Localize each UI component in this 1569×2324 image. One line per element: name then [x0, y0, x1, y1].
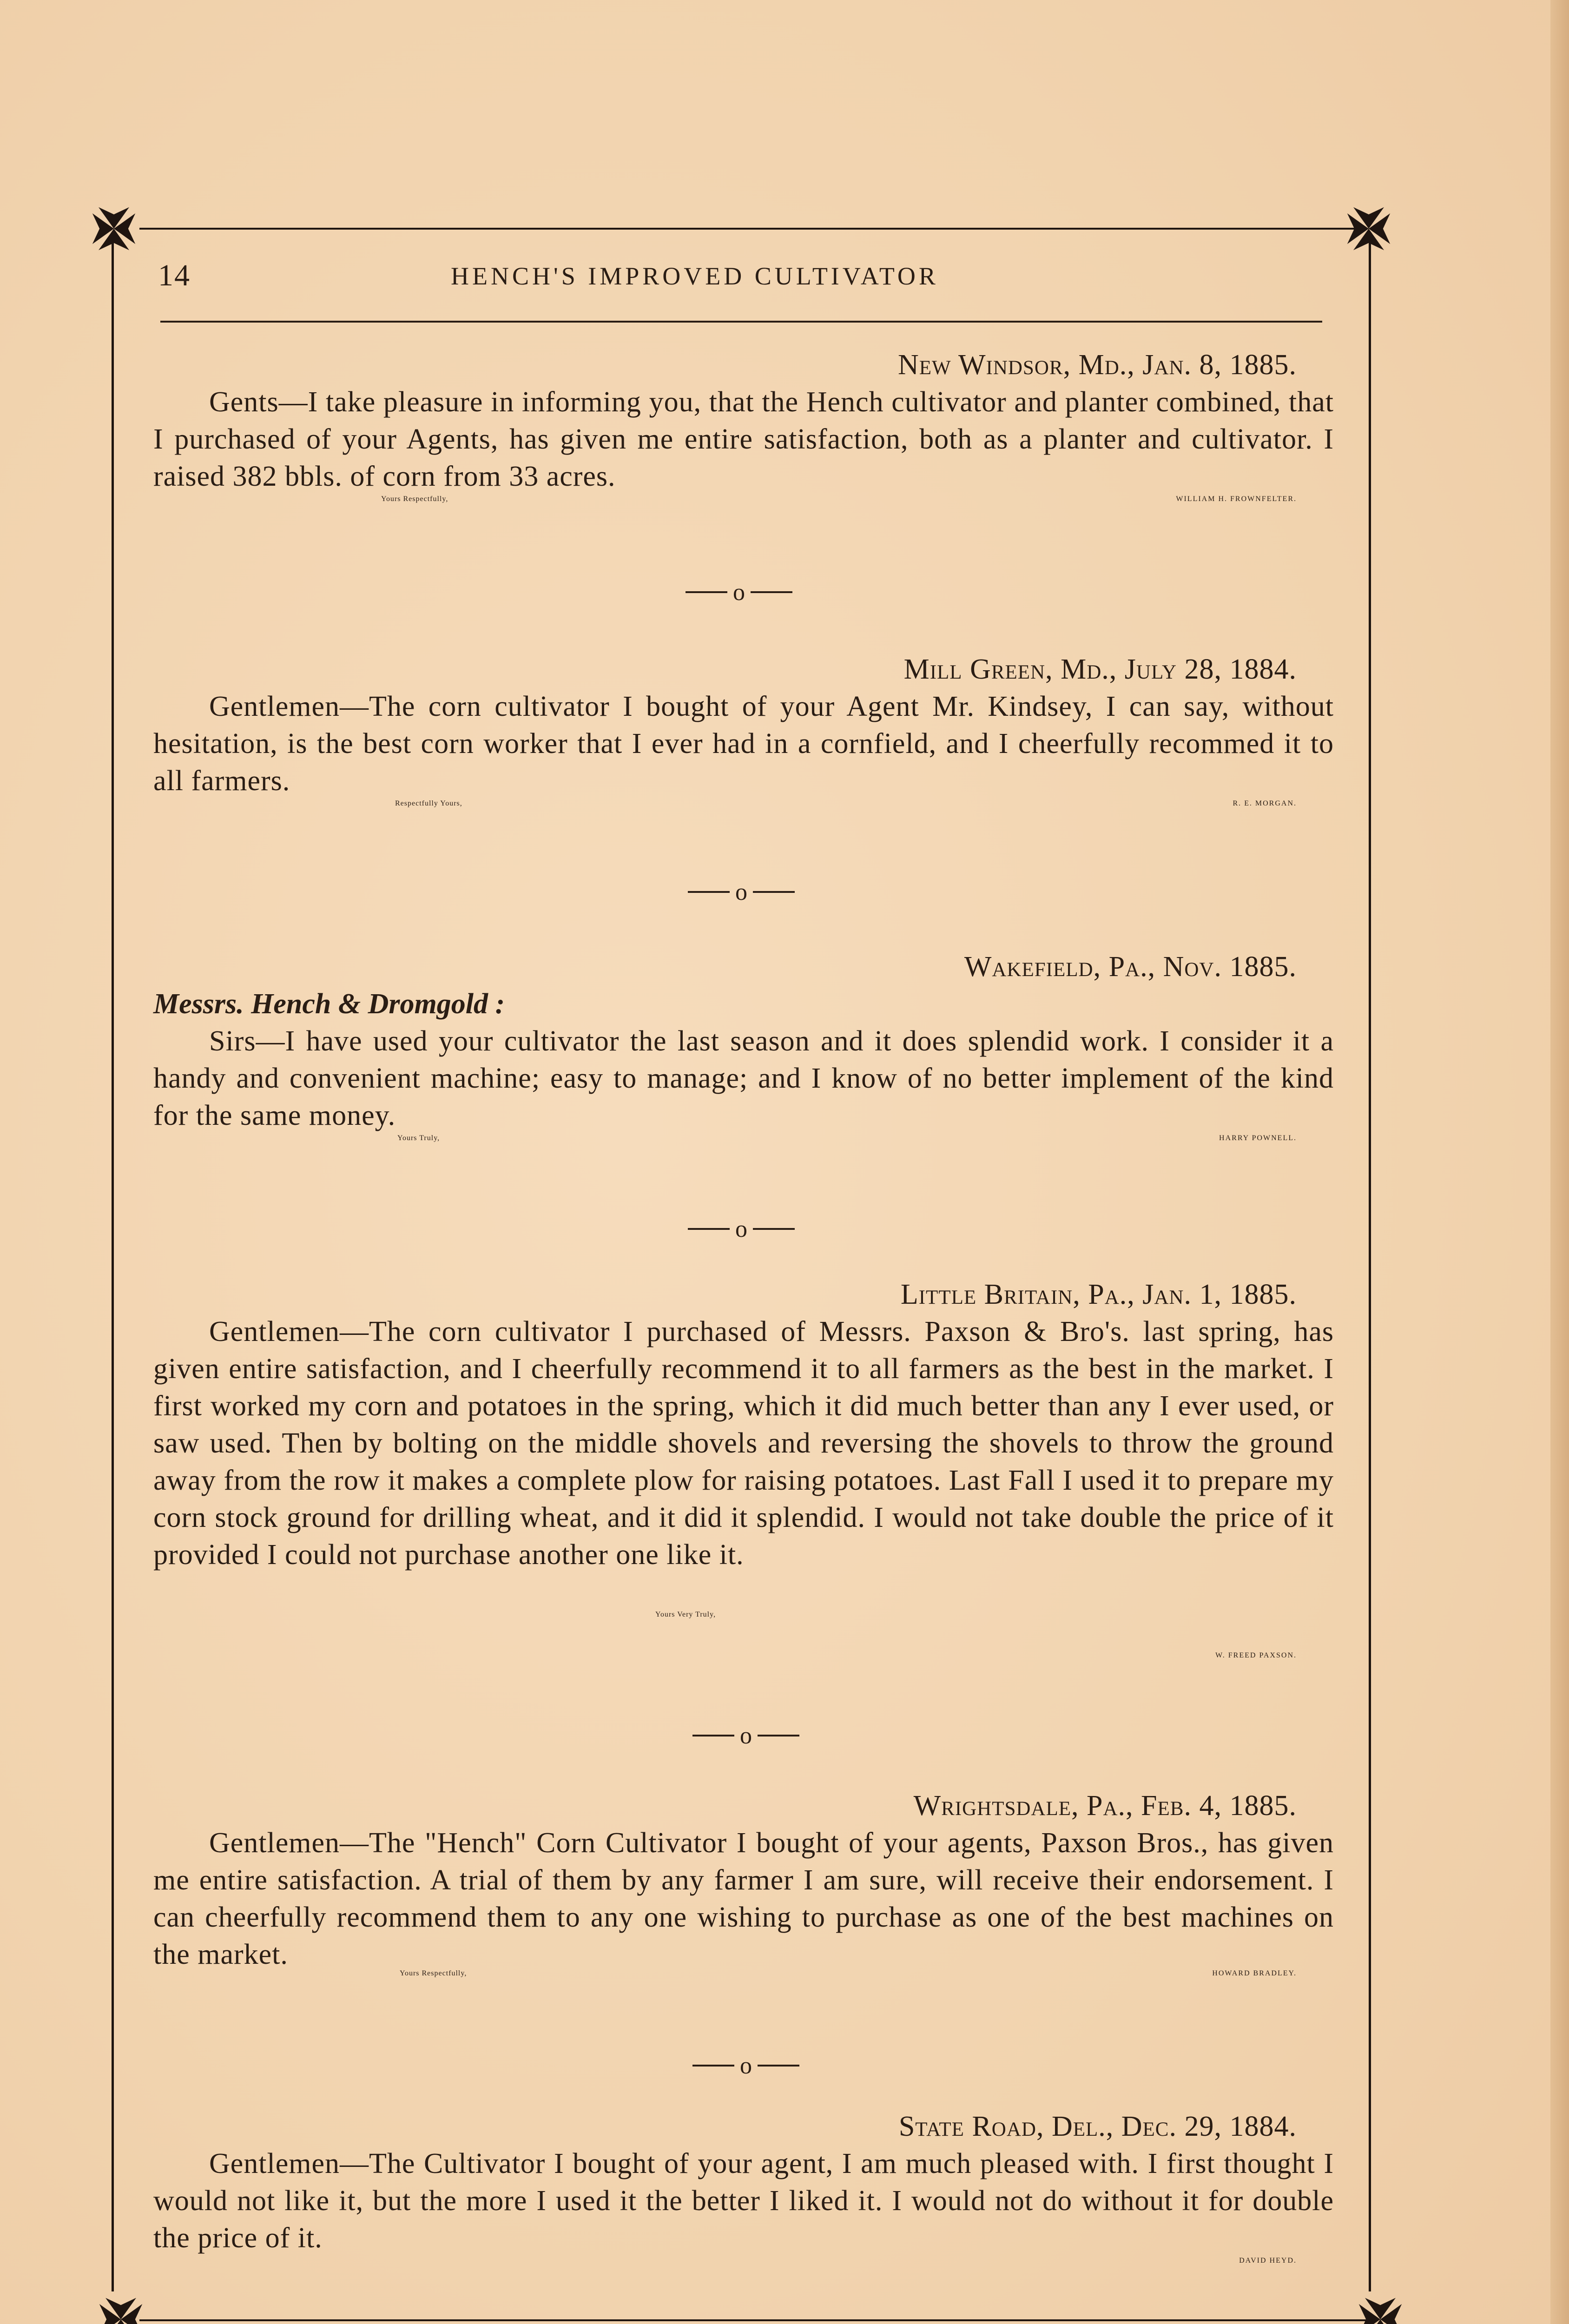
letter-signature: WILLIAM H. FROWNFELTER. [1176, 495, 1297, 503]
maltese-cross-icon [88, 203, 139, 254]
letter-closing: Yours Truly, [397, 1134, 440, 1142]
letter-closing: Respectfully Yours, [395, 799, 462, 807]
letter-dateline: Wrightsdale, Pa., Feb. 4, 1885. [913, 1790, 1297, 1822]
letter-signature-row [153, 1651, 1334, 1689]
letter-closing: Yours Respectfully, [381, 495, 448, 503]
testimonial-letter [153, 1787, 1334, 1973]
maltese-cross-icon [1355, 2294, 1406, 2324]
section-divider: o [676, 2050, 816, 2080]
letter-dateline: State Road, Del., Dec. 29, 1884. [898, 2111, 1297, 2142]
letter-signature: DAVID HEYD. [1239, 2257, 1297, 2265]
page-number: 14 [158, 258, 191, 292]
page-header [158, 258, 1320, 304]
letter-closing-row [153, 1611, 1334, 1648]
letter-closing-row [153, 799, 1334, 837]
letter-closing: Yours Very Truly, [655, 1611, 716, 1618]
testimonial-letter [153, 2108, 1334, 2257]
letter-signature: HARRY POWNELL. [1219, 1134, 1297, 1142]
testimonial-letter [153, 948, 1334, 1134]
letter-closing-row [153, 1969, 1334, 2007]
page-edge [1550, 0, 1569, 2324]
testimonial-letter [153, 1276, 1334, 1573]
letter-body: Gentlemen—The corn cultivator I purchased of Messrs. Paxson & Bro's. last spring, has given entire satisfaction, and I cheerfully recommend it to all farmers as the best in the market. I first worked my corn and potatoes in the spring, which it did much better than any I ever used, or saw used. Then by bolting on the middle shovels and reversing the shovels to throw the ground away from the row it makes a complete plow for raising potatoes. Last Fall I used it to prepare my corn stock ground for drilling wheat, and it did it splendid. I would not take double the price of it provided I could not purchase another one like it. [153, 1316, 1334, 1571]
letter-closing: Yours Respectfully, [400, 1969, 467, 1977]
letter-salutation: Messrs. Hench & Dromgold : [153, 988, 505, 1020]
letter-body: Sirs—I have used your cultivator the last season and it does splendid work. I consider it a handy and convenient machine; easy to manage; and I know of no better implement of the kind for the same money. [153, 1025, 1334, 1131]
frame-top-rule [139, 228, 1366, 230]
section-divider: o [676, 1720, 816, 1750]
letter-signature: HOWARD BRADLEY. [1212, 1969, 1297, 1977]
section-divider: o [672, 876, 811, 906]
letter-signature-row [153, 2257, 1334, 2294]
letter-closing-row [153, 495, 1334, 532]
section-divider: o [669, 576, 809, 606]
letter-signature: R. E. MORGAN. [1233, 799, 1297, 807]
letter-dateline: New Windsor, Md., Jan. 8, 1885. [897, 349, 1297, 381]
letter-body: Gentlemen—The "Hench" Corn Cultivator I bought of your agents, Paxson Bros., has given me entire satisfaction. A trial of them by any farmer I am sure, will receive their endorsement. I can cheerfully recommend them to any one wishing to purchase as one of the best machines on the market. [153, 1827, 1334, 1970]
letter-body: Gentlemen—The corn cultivator I bought of your Agent Mr. Kindsey, I can say, without hesitation, is the best corn worker that I ever had in a cornfield, and I cheerfully recommed it to all farmers. [153, 691, 1334, 797]
letter-dateline: Mill Green, Md., July 28, 1884. [903, 654, 1297, 685]
letter-dateline: Little Britain, Pa., Jan. 1, 1885. [900, 1279, 1297, 1310]
letter-dateline: Wakefield, Pa., Nov. 1885. [964, 951, 1297, 983]
header-rule [160, 321, 1322, 323]
letter-body: Gentlemen—The Cultivator I bought of your agent, I am much pleased with. I first thought I would not like it, but the more I used it the better I liked it. I would not do without it for double the price of it. [153, 2148, 1334, 2254]
frame-bottom-rule [139, 2319, 1366, 2321]
section-divider: o [672, 1213, 811, 1243]
maltese-cross-icon [95, 2294, 146, 2324]
running-title: HENCH'S IMPROVED CULTIVATOR [451, 262, 939, 290]
testimonial-letter [153, 346, 1334, 495]
letter-closing-row [153, 1134, 1334, 1171]
letter-body: Gents—I take pleasure in informing you, that the Hench cultivator and planter combined, that I purchased of your Agents, has given me entire satisfaction, both as a planter and cultivator. I raised 382 bbls. of corn from 33 acres. [153, 386, 1334, 492]
letter-signature: W. FREED PAXSON. [1215, 1651, 1297, 1659]
testimonial-letter [153, 651, 1334, 799]
maltese-cross-icon [1343, 203, 1394, 254]
frame-right-rule [1369, 237, 1371, 2291]
frame-left-rule [112, 237, 114, 2291]
